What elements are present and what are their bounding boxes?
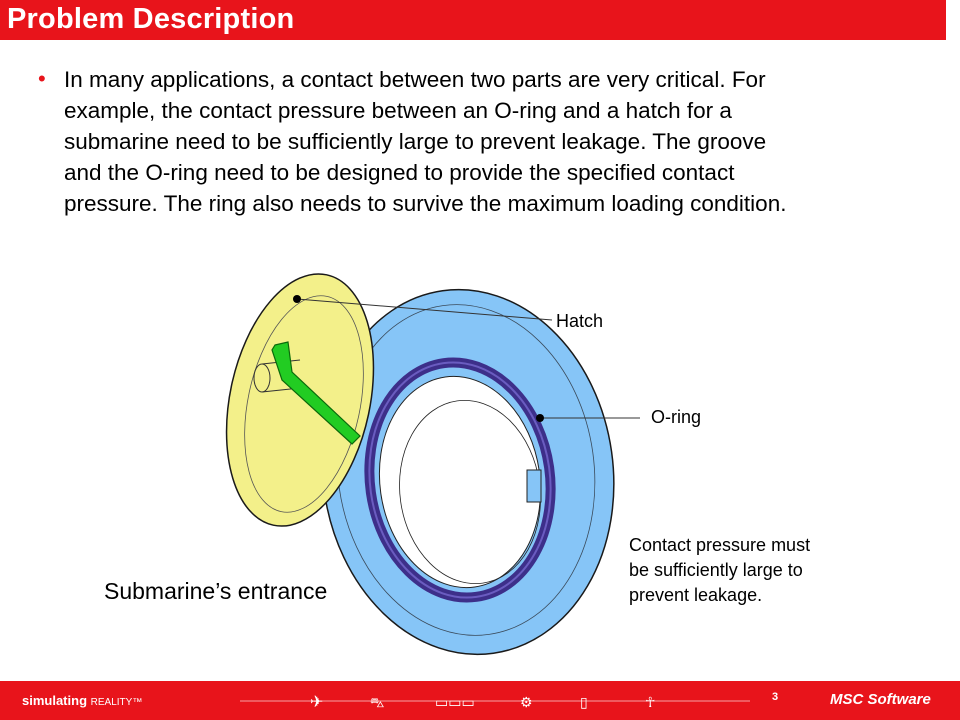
tagline-reality: REALITY™ (90, 697, 143, 708)
hatch-leader-dot (293, 295, 301, 303)
gear-icon: ⚙ (520, 694, 533, 710)
train-icon: ▭▭▭ (435, 694, 475, 710)
slide-title: Problem Description (7, 3, 295, 35)
phone-icon: ▯ (580, 694, 588, 710)
person-icon: ☥ (645, 694, 656, 710)
brand-logo: MSC Software (830, 691, 931, 708)
handle-cylinder-end (254, 364, 270, 392)
car-icon: ⛍ (370, 694, 385, 710)
bullet-text: In many applications, a contact between two parts are very critical. For example, the contact pressure between an O-ring and a hatch for a submarine need to be sufficiently large to prevent leakage. The groove and the O-ring need to be designed to provide the specified contact pressure. The ring also needs to survive the maximum loading condition. (64, 67, 787, 216)
oring-label: O-ring (651, 407, 702, 427)
bullet-marker: • (38, 66, 46, 91)
footer-bar (0, 681, 960, 720)
tagline-simulating: simulating (22, 693, 88, 708)
hatch-label: Hatch (556, 311, 604, 331)
footer-decoration (230, 681, 750, 720)
page-number: 3 (772, 691, 779, 703)
footer-tagline (22, 693, 142, 708)
latch-shape (527, 470, 541, 502)
contact-note: Contact pressure must be sufficiently large to prevent leakage. (629, 535, 811, 605)
airplane-icon: ✈ (310, 694, 324, 711)
oring-leader-dot (536, 414, 544, 422)
figure-caption: Submarine’s entrance (104, 578, 328, 604)
